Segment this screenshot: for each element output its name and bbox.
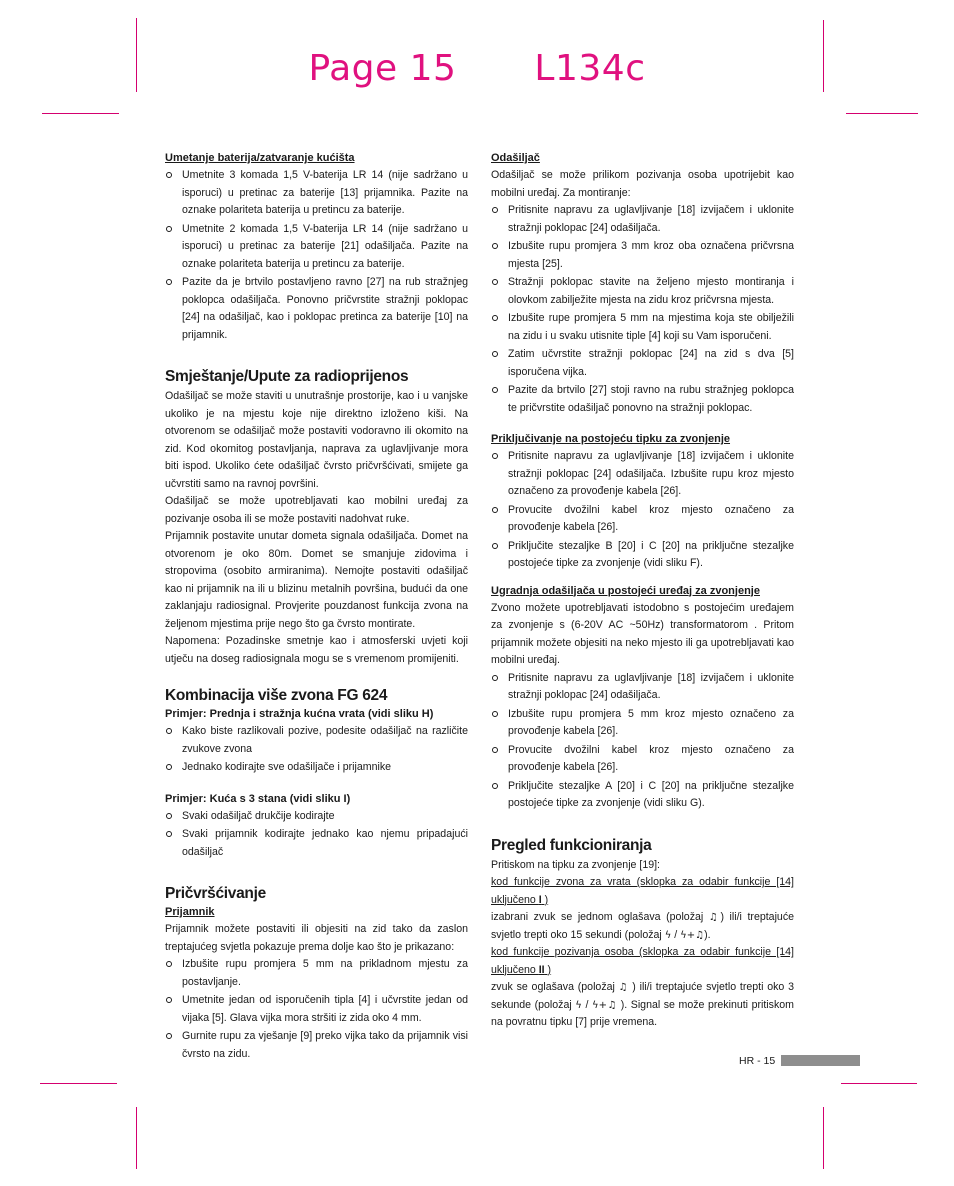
- model-title: L134c: [534, 48, 646, 89]
- list-item: Pritisnite napravu za uglavljivanje [18] izvijačem i uklonite stražnji poklopac [24] odašiljača.: [491, 202, 794, 237]
- note-icon: ♫: [708, 912, 721, 923]
- crop-mark: [40, 1083, 117, 1084]
- transmitter-steps-list: [491, 202, 794, 417]
- bullet-icon: [492, 453, 498, 459]
- list-item: Pritisnite napravu za uglavljivanje [18] izvijačem i uklonite stražnji poklopac [24] odašiljača.: [491, 670, 794, 705]
- bullet-icon: [166, 279, 172, 285]
- mounting-steps-list: [165, 956, 468, 1063]
- paragraph: Odašiljač se može prilikom pozivanja osoba upotrijebit kao mobilni uređaj. Za montiranje:: [491, 169, 794, 199]
- section-title-placement: Smještanje/Upute za radioprijenos: [165, 368, 409, 385]
- paragraph: Prijamnik postavite unutar dometa signala odašiljača. Domet na otvorenom je oko 80m. Domet se smanjuje zidovima i stropovima (osobito armiranima). Nemojte postaviti odašiljač kao ni prijamnik na ili u blizinu metalnih površina, budući da one zaklanjaju radiosignal. Provjerite pouzdanost funkcija zvona na željenom mjestima prije nego što ga čvrsto montirate.: [165, 530, 468, 630]
- list-item: Pazite da je brtvilo postavljeno ravno [27] na rub stražnjeg poklopca odašiljača. Ponovno pričvrstite stražnji poklopac [24] na odašiljač, kao i poklopac pretinca za baterije [10] na prijamnik.: [165, 274, 468, 344]
- paragraph: Odašiljač se može upotrebljavati kao mobilni uređaj za pozivanje osoba ili se može postaviti nadohvat ruke.: [165, 495, 468, 525]
- list-item: Umetnite 3 komada 1,5 V-baterija LR 14 (nije sadržano u isporuci) u pretinac za baterije [13] prijamnika. Pazite na oznake polariteta baterija u pretincu za baterije.: [165, 167, 468, 220]
- section-title-mounting: Pričvršćivanje: [165, 885, 266, 902]
- subsection-title-receiver: Prijamnik: [165, 906, 215, 918]
- example-heading: Primjer: Prednja i stražnja kućna vrata (vidi sliku H): [165, 708, 434, 720]
- section-title-install-existing: Ugradnja odašiljača u postojeći uređaj za zvonjenje: [491, 584, 760, 597]
- paragraph: Odašiljač se može staviti u unutrašnje prostorije, kao i u vanjske ukoliko je na mjestu koje nije direktno izloženo kiši. Na otvorenom se odašiljač može postaviti vodoravno ili okomito na zid. Kod okomitog postavljanja, naprava za uglavljivanje mora biti ispod. Ukoliko ćete odašiljač čvrsto pričvršćivati, smijete ga učvrstiti samo na ravnoj površini.: [165, 390, 468, 490]
- bullet-icon: [166, 813, 172, 819]
- paging-mode-line: kod funkcije pozivanja osoba (sklopka za odabir funkcije [14] uključeno II ): [491, 946, 794, 976]
- list-item: Pritisnite napravu za uglavljivanje [18] izvijačem i uklonite stražnji poklopac [24] odašiljača. Izbušite rupu kroz mjesto označeno za provođenje kabela [26].: [491, 448, 794, 501]
- crop-mark: [136, 1107, 137, 1169]
- mode-one-mark: I: [538, 893, 542, 906]
- note-icon: ♫: [618, 982, 629, 993]
- install-steps-list: [491, 670, 794, 813]
- bullet-icon: [492, 315, 498, 321]
- battery-steps-list: [165, 167, 468, 344]
- list-item: Provucite dvožilni kabel kroz mjesto označeno za provođenje kabela [26].: [491, 742, 794, 777]
- crop-mark: [846, 113, 918, 114]
- bullet-icon: [492, 279, 498, 285]
- list-item: Provucite dvožilni kabel kroz mjesto označeno za provođenje kabela [26].: [491, 502, 794, 537]
- bullet-icon: [166, 728, 172, 734]
- example-list: [165, 723, 468, 777]
- list-item: Priključite stezaljke B [20] i C [20] na priključne stezaljke postojeće tipke za zvonjenje (vidi sliku F).: [491, 538, 794, 573]
- flash-note-icon: ϟ+♫: [591, 999, 618, 1011]
- paragraph: zvuk se oglašava (položaj ♫ ) ili/i treptajuće svjetlo trepti oko 3 sekunde (položaj ϟ / ϟ+♫ ). Signal se može prekinuti pritiskom na povratnu tipku [7] prije vremena.: [491, 981, 794, 1028]
- connect-steps-list: [491, 448, 794, 573]
- page-header: [0, 48, 954, 89]
- bullet-icon: [492, 711, 498, 717]
- list-item: Izbušite rupe promjera 5 mm na mjestima koja ste obilježili na zidu i u svaku utisnite tiple [4] koji su Vam isporučeni.: [491, 310, 794, 345]
- section-title-batteries: Umetanje baterija/zatvaranje kućišta: [165, 152, 355, 164]
- list-item: Umetnite 2 komada 1,5 V-baterija LR 14 (nije sadržano u isporuci) u pretinac za baterije [21] odašiljača. Pazite na oznake polariteta baterija u pretincu za baterije.: [165, 221, 468, 274]
- footer-page-label: HR - 15: [739, 1055, 776, 1067]
- list-item: Svaki odašiljač drukčije kodirajte: [165, 808, 468, 826]
- left-column: [165, 151, 468, 1064]
- list-item: Kako biste razlikovali pozive, podesite odašiljač na različite zvukove zvona: [165, 723, 468, 758]
- list-item: Izbušite rupu promjera 5 mm na prikladnom mjestu za postavljanje.: [165, 956, 468, 991]
- paragraph: Prijamnik možete postaviti ili objesiti na zid tako da zaslon treptajućeg svjetla pokazuje prema dolje kao što je prikazano:: [165, 923, 468, 953]
- list-item: Pazite da brtvilo [27] stoji ravno na rubu stražnjeg poklopca te pričvrstite odašiljač ponovno na stražnji poklopac.: [491, 382, 794, 417]
- crop-mark: [841, 1083, 917, 1084]
- crop-mark: [42, 113, 119, 114]
- bullet-icon: [166, 226, 172, 232]
- mode-two-mark: II: [538, 963, 545, 976]
- bullet-icon: [166, 1033, 172, 1039]
- door-bell-mode-line: kod funkcije zvona za vrata (sklopka za odabir funkcije [14] uključeno I ): [491, 876, 794, 906]
- section-title-connect-existing: Priključivanje na postojeću tipku za zvonjenje: [491, 433, 731, 445]
- list-item: Izbušite rupu promjera 5 mm kroz mjesto označeno za provođenje kabela [26].: [491, 706, 794, 741]
- bullet-icon: [166, 764, 172, 770]
- footer-bar: [781, 1055, 860, 1066]
- bullet-icon: [492, 243, 498, 249]
- list-item: Izbušite rupu promjera 3 mm kroz oba označena pričvrsna mjesta [25].: [491, 238, 794, 273]
- section-title-combination: Kombinacija više zvona FG 624: [165, 687, 388, 704]
- flash-icon: ϟ: [575, 999, 582, 1011]
- bullet-icon: [166, 172, 172, 178]
- bullet-icon: [492, 747, 498, 753]
- paragraph: Pritiskom na tipku za zvonjenje [19]:: [491, 858, 660, 871]
- bullet-icon: [166, 961, 172, 967]
- paragraph: Napomena: Pozadinske smetnje kao i atmosferski uvjeti koji utječu na doseg radiosignala mogu se s vremenom promijeniti.: [165, 635, 468, 665]
- example-heading: Primjer: Kuća s 3 stana (vidi sliku I): [165, 792, 351, 805]
- example-list: [165, 808, 468, 862]
- list-item: Priključite stezaljke A [20] i C [20] na priključne stezaljke postojeće tipke za zvonjenje (vidi sliku G).: [491, 778, 794, 813]
- bullet-icon: [166, 831, 172, 837]
- list-item: Umetnite jedan od isporučenih tipla [4] i učvrstite jedan od vijaka [5]. Glava vijka mora stršiti iz zida oko 4 mm.: [165, 992, 468, 1027]
- bullet-icon: [492, 351, 498, 357]
- page-number-title: Page 15: [308, 48, 457, 89]
- list-item: Stražnji poklopac stavite na željeno mjesto montiranja i olovkom zabilježite mjesta na zidu kroz pričvrsna mjesta.: [491, 274, 794, 309]
- bullet-icon: [492, 387, 498, 393]
- paragraph: izabrani zvuk se jednom oglašava (položaj ♫) ili/i treptajuće svjetlo trepti oko 15 sekundi (položaj ϟ / ϟ+♫).: [491, 911, 795, 941]
- bullet-icon: [492, 543, 498, 549]
- crop-mark: [823, 1107, 824, 1169]
- list-item: Jednako kodirajte sve odašiljače i prijamnike: [165, 759, 468, 777]
- bullet-icon: [166, 997, 172, 1003]
- list-item: Gurnite rupu za vješanje [9] preko vijka tako da prijamnik visi čvrsto na zidu.: [165, 1028, 468, 1063]
- bullet-icon: [492, 783, 498, 789]
- paragraph: Zvono možete upotrebljavati istodobno s postojećim uređajem za zvonjenje s (6-20V AC ~50Hz) transformatorom . Pritom prijamnik možete objesiti na neko mjesto ili ga upotrebljavati kao mobilni uređaj.: [491, 601, 794, 666]
- bullet-icon: [492, 675, 498, 681]
- flash-note-icon: ϟ+♫: [680, 929, 705, 941]
- bullet-icon: [492, 207, 498, 213]
- right-column: [491, 151, 794, 1032]
- bullet-icon: [492, 507, 498, 513]
- flash-icon: ϟ: [664, 929, 672, 941]
- subsection-title-transmitter: Odašiljač: [491, 152, 540, 164]
- list-item: Zatim učvrstite stražnji poklopac [24] na zid s dva [5] isporučena vijka.: [491, 346, 794, 381]
- list-item: Svaki prijamnik kodirajte jednako kao njemu pripadajući odašiljač: [165, 826, 468, 861]
- section-title-function-overview: Pregled funkcioniranja: [491, 836, 652, 854]
